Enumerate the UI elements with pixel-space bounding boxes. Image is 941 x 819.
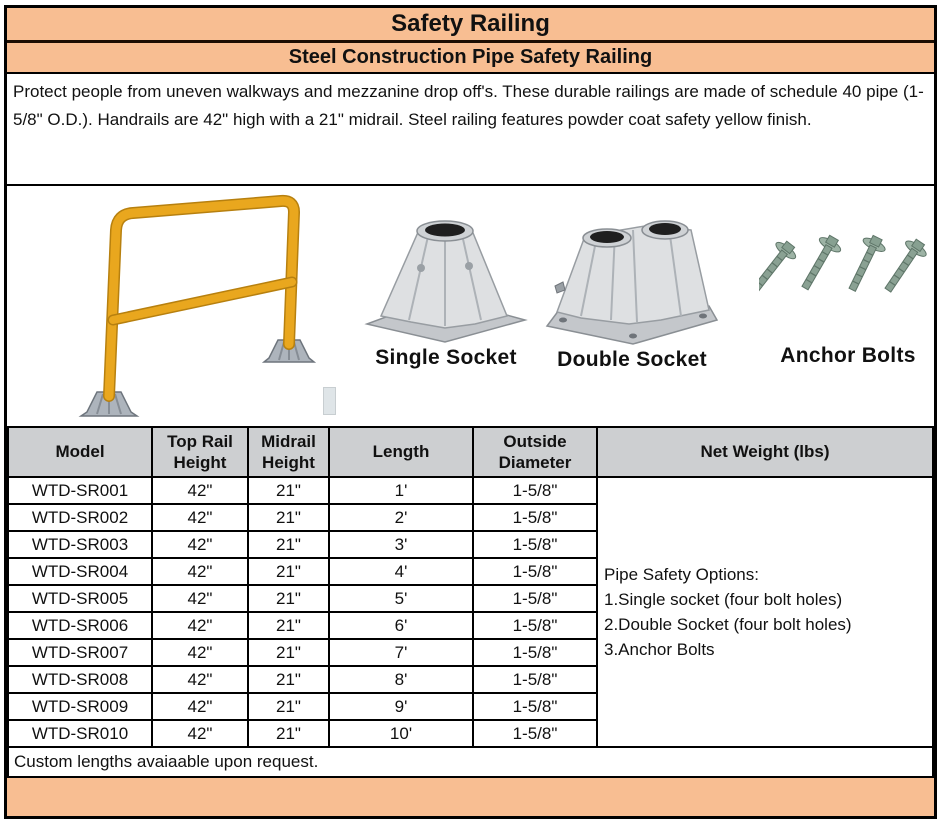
header-model: Model: [8, 427, 152, 477]
header-midrail-height: Midrail Height: [248, 427, 329, 477]
top-rail-cell: 42": [152, 558, 248, 585]
length-cell: 2': [329, 504, 473, 531]
od-cell: 1-5/8": [473, 612, 597, 639]
od-cell: 1-5/8": [473, 585, 597, 612]
midrail-cell: 21": [248, 531, 329, 558]
image-artifact: [323, 387, 336, 415]
od-cell: 1-5/8": [473, 477, 597, 504]
anchor-bolt: [878, 235, 930, 297]
top-rail-cell: 42": [152, 720, 248, 747]
od-cell: 1-5/8": [473, 666, 597, 693]
model-cell: WTD-SR003: [8, 531, 152, 558]
od-cell: 1-5/8": [473, 531, 597, 558]
od-cell: 1-5/8": [473, 558, 597, 585]
midrail-cell: 21": [248, 585, 329, 612]
length-cell: 3': [329, 531, 473, 558]
midrail-cell: 21": [248, 612, 329, 639]
model-cell: WTD-SR007: [8, 639, 152, 666]
length-cell: 4': [329, 558, 473, 585]
anchor-bolt: [795, 232, 845, 294]
page-subtitle: Steel Construction Pipe Safety Railing: [288, 46, 653, 68]
header-outside-diameter: Outside Diameter: [473, 427, 597, 477]
safety-railing-image: [49, 192, 329, 424]
model-cell: WTD-SR005: [8, 585, 152, 612]
net-weight-cell: [597, 477, 933, 747]
length-cell: 5': [329, 585, 473, 612]
single-socket-label: Single Socket: [375, 346, 517, 369]
top-rail-cell: 42": [152, 585, 248, 612]
length-cell: 1': [329, 477, 473, 504]
length-cell: 6': [329, 612, 473, 639]
anchor-bolt: [841, 232, 888, 295]
od-cell: 1-5/8": [473, 693, 597, 720]
top-rail-cell: 42": [152, 693, 248, 720]
table-header-row: [8, 427, 933, 477]
top-rail-cell: 42": [152, 666, 248, 693]
double-socket-label: Double Socket: [557, 348, 707, 371]
midrail-cell: 21": [248, 666, 329, 693]
anchor-bolts-label: Anchor Bolts: [780, 344, 916, 367]
midrail-cell: 21": [248, 720, 329, 747]
anchor-bolt: [759, 237, 800, 297]
model-cell: WTD-SR006: [8, 612, 152, 639]
pipe-safety-options-title: Pipe Safety Options:: [604, 565, 759, 584]
midrail-cell: 21": [248, 504, 329, 531]
page-frame: [4, 5, 937, 819]
model-cell: WTD-SR002: [8, 504, 152, 531]
header-length: Length: [329, 427, 473, 477]
page-title: Safety Railing: [391, 10, 550, 37]
model-cell: WTD-SR008: [8, 666, 152, 693]
model-cell: WTD-SR001: [8, 477, 152, 504]
top-rail-cell: 42": [152, 477, 248, 504]
top-rail-cell: 42": [152, 612, 248, 639]
top-rail-cell: 42": [152, 531, 248, 558]
od-cell: 1-5/8": [473, 720, 597, 747]
length-cell: 10': [329, 720, 473, 747]
custom-lengths-note: Custom lengths avaiaable upon request.: [8, 747, 933, 777]
od-cell: 1-5/8": [473, 504, 597, 531]
top-rail-cell: 42": [152, 639, 248, 666]
subtitle-band: [7, 43, 934, 74]
product-description: Protect people from uneven walkways and mezzanine drop off's. These durable railings are made of schedule 40 pipe (1-5/8" O.D.). Handrails are 42" high with a 21" midrail. Steel railing features powder coat safety yellow finish.: [7, 74, 934, 186]
midrail-cell: 21": [248, 558, 329, 585]
pipe-safety-option-1: 1.Single socket (four bolt holes): [604, 590, 843, 609]
midrail-cell: 21": [248, 693, 329, 720]
midrail-cell: 21": [248, 477, 329, 504]
title-band: [7, 8, 934, 43]
length-cell: 8': [329, 666, 473, 693]
pipe-safety-option-2: 2.Double Socket (four bolt holes): [604, 615, 852, 634]
double-socket-image: [541, 214, 723, 348]
bottom-orange-strip: [7, 778, 934, 816]
model-cell: WTD-SR004: [8, 558, 152, 585]
anchor-bolts-image: [759, 231, 941, 331]
midrail-cell: 21": [248, 639, 329, 666]
table-footer-row: [8, 747, 933, 777]
single-socket-image: [359, 216, 531, 346]
top-rail-cell: 42": [152, 504, 248, 531]
length-cell: 9': [329, 693, 473, 720]
model-cell: WTD-SR010: [8, 720, 152, 747]
product-images-section: [7, 186, 934, 426]
header-net-weight: Net Weight (lbs): [597, 427, 933, 477]
spec-table: [7, 426, 934, 778]
length-cell: 7': [329, 639, 473, 666]
od-cell: 1-5/8": [473, 639, 597, 666]
table-row: [8, 477, 933, 504]
model-cell: WTD-SR009: [8, 693, 152, 720]
pipe-safety-option-3: 3.Anchor Bolts: [604, 640, 715, 659]
header-top-rail-height: Top Rail Height: [152, 427, 248, 477]
